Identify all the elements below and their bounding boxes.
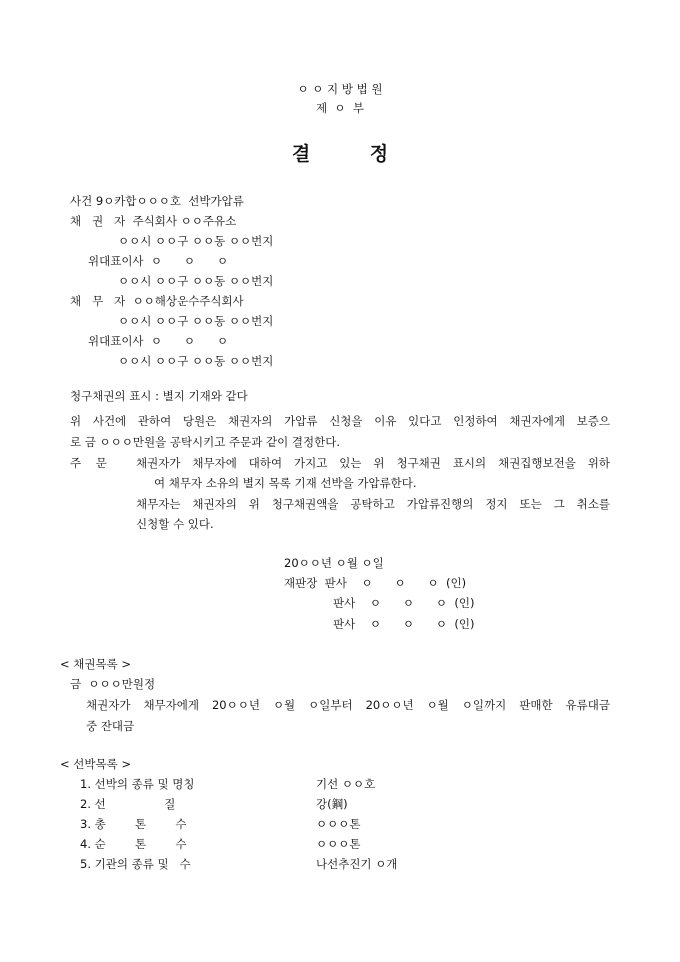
reason-line-2: 로 금 ㅇㅇㅇ만원을 공탁시키고 주문과 같이 결정한다. (70, 435, 340, 449)
vessel-item-label: 5. 기관의 종류 및 수 (80, 857, 191, 871)
vessel-item-value: ㅇㅇㅇ톤 (316, 817, 361, 831)
debtor-representative-address: ㅇㅇ시 ㅇㅇ구 ㅇㅇ동 ㅇㅇ번지 (118, 354, 274, 368)
vessel-list-heading: < 선박목록 > (60, 757, 132, 771)
vessel-item-value: 기선 ㅇㅇ호 (316, 777, 376, 791)
creditor-name: 채 권 자 주식회사 ㅇㅇ주유소 (70, 214, 237, 228)
creditor-representative: 위대표이사 ㅇ ㅇ ㅇ (88, 254, 229, 268)
claims-description-line-2: 중 잔대금 (86, 719, 135, 733)
order-line-1: 채권자가 채무자에 대하여 가지고 있는 위 청구채권 표시의 채권집행보전을 위하 (136, 456, 610, 470)
vessel-item-label: 1. 선박의 종류 및 명칭 (80, 777, 195, 791)
vessel-item-value: 강(鋼) (316, 797, 348, 811)
creditor-representative-address: ㅇㅇ시 ㅇㅇ구 ㅇㅇ동 ㅇㅇ번지 (118, 274, 274, 288)
debtor-name: 채 무 자 ㅇㅇ해상운수주식회사 (70, 294, 244, 308)
presiding-judge: 재판장 판사 ㅇ ㅇ ㅇ (인) (284, 576, 467, 590)
debtor-representative: 위대표이사 ㅇ ㅇ ㅇ (88, 334, 229, 348)
judge-1: 판사 ㅇ ㅇ ㅇ (인) (333, 596, 475, 610)
decision-date: 20ㅇㅇ년 ㅇ월 ㅇ일 (284, 556, 384, 570)
document-title: 결 정 (291, 143, 389, 165)
order-line-2: 여 채무자 소유의 별지 목록 기재 선박을 가압류한다. (154, 476, 417, 490)
claims-description-line-1: 채권자가 채무자에게 20ㅇㅇ년 ㅇ월 ㅇ일부터 20ㅇㅇ년 ㅇ월 ㅇ일까지 판매한 유류대금 (86, 698, 610, 712)
creditor-address: ㅇㅇ시 ㅇㅇ구 ㅇㅇ동 ㅇㅇ번지 (118, 234, 274, 248)
claim-display: 청구채권의 표시 : 별지 기재와 같다 (70, 389, 248, 403)
order-line-4: 신청할 수 있다. (136, 517, 214, 531)
court-name: ㅇ ㅇ 지 방 법 원 (297, 82, 383, 96)
case-number: 사건 9ㅇ카합ㅇㅇㅇ호 선박가압류 (70, 194, 244, 208)
vessel-item-label: 4. 순 톤 수 (80, 837, 187, 851)
debtor-address: ㅇㅇ시 ㅇㅇ구 ㅇㅇ동 ㅇㅇ번지 (118, 314, 274, 328)
claims-list-heading: < 채권목록 > (60, 657, 132, 671)
vessel-item-value: ㅇㅇㅇ톤 (316, 837, 361, 851)
division-name: 제 ㅇ 부 (316, 101, 364, 115)
vessel-item-label: 3. 총 톤 수 (80, 817, 187, 831)
claims-amount: 금 ㅇㅇㅇ만원정 (70, 677, 156, 691)
order-label: 주 문 (70, 456, 107, 470)
vessel-item-value: 나선추진기 ㅇ개 (316, 857, 398, 871)
reason-line-1: 위 사건에 관하여 당원은 채권자의 가압류 신청을 이유 있다고 인정하여 채권자에게 보증으 (70, 414, 610, 428)
vessel-item-label: 2. 선 질 (80, 797, 176, 811)
judge-2: 판사 ㅇ ㅇ ㅇ (인) (333, 617, 475, 631)
order-line-3: 채무자는 채권자의 위 청구채권액을 공탁하고 가압류진행의 정지 또는 그 취소를 (136, 497, 610, 511)
